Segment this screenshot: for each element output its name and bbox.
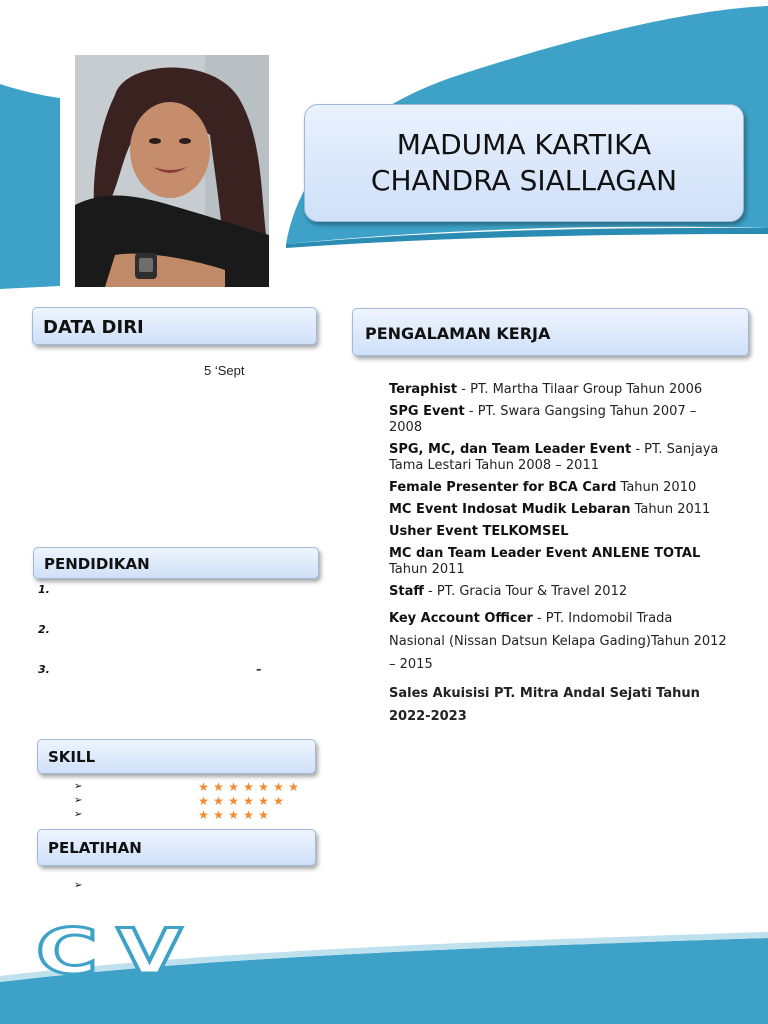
experience-bold: Staff <box>389 584 424 599</box>
pendidikan-list <box>38 583 298 703</box>
experience-list <box>389 382 729 728</box>
skill-stars <box>197 780 300 794</box>
experience-bold: MC dan Team Leader Event ANLENE TOTAL <box>389 546 701 561</box>
photo-eye-right <box>179 138 191 144</box>
experience-item <box>389 480 729 496</box>
experience-bold: Usher Event TELKOMSEL <box>389 524 569 539</box>
experience-item <box>389 524 729 540</box>
data-diri-header <box>32 307 317 345</box>
star-icon: ★ <box>198 794 209 808</box>
star-icon: ★ <box>198 780 209 794</box>
star-icon: ★ <box>258 794 269 808</box>
experience-item <box>389 546 729 578</box>
pelatihan-bullet-icon: ➢ <box>74 880 83 891</box>
experience-bold: Key Account Officer <box>389 611 533 626</box>
experience-bold: SPG, MC, dan Team Leader Event <box>389 442 632 457</box>
skill-title: SKILL <box>48 748 96 766</box>
star-icon: ★ <box>228 808 239 822</box>
pendidikan-item-number: 3. <box>38 663 50 676</box>
name-text: MADUMA KARTIKA CHANDRA SIALLAGAN <box>370 128 678 197</box>
cv-logo <box>36 923 206 978</box>
name-box <box>304 104 744 222</box>
star-icon: ★ <box>258 780 269 794</box>
experience-item <box>389 442 729 474</box>
pelatihan-list <box>74 873 82 892</box>
skill-row <box>74 795 314 809</box>
experience-rest: Tahun 2011 <box>630 502 711 517</box>
experience-bold: SPG Event <box>389 404 465 419</box>
pengalaman-header <box>352 308 749 356</box>
experience-item <box>389 502 729 518</box>
star-icon: ★ <box>228 794 239 808</box>
experience-bold: Teraphist <box>389 382 458 397</box>
data-diri-title: DATA DIRI <box>43 317 144 338</box>
pendidikan-dash: – <box>256 663 262 676</box>
skill-row <box>74 809 314 823</box>
star-icon: ★ <box>228 780 239 794</box>
experience-rest: - PT. Martha Tilaar Group Tahun 2006 <box>457 382 703 397</box>
photo-face <box>130 102 210 198</box>
pendidikan-item <box>38 663 298 703</box>
experience-rest: - PT. Indomobil Trada Nasional (Nissan Datsun Kelapa Gading)Tahun 2012 – 2015 <box>389 611 727 672</box>
experience-rest: Tahun 2010 <box>616 480 697 495</box>
experience-rest: Tahun 2011 <box>389 562 465 577</box>
skill-stars <box>197 808 270 822</box>
star-icon: ★ <box>273 794 284 808</box>
profile-photo <box>75 55 269 287</box>
star-icon: ★ <box>258 808 269 822</box>
experience-bold: MC Event Indosat Mudik Lebaran <box>389 502 631 517</box>
star-icon: ★ <box>213 794 224 808</box>
experience-rest: - PT. Sanjaya Tama Lestari Tahun 2008 – 2011 <box>389 442 719 473</box>
pelatihan-row <box>74 873 82 892</box>
skill-bullet-icon: ➢ <box>74 795 83 806</box>
experience-line: Sales Akuisisi PT. Mitra Andal Sejati Tahun <box>389 686 700 701</box>
pendidikan-header <box>33 547 319 579</box>
pendidikan-title: PENDIDIKAN <box>44 555 150 573</box>
experience-line: 2022-2023 <box>389 709 467 724</box>
experience-item <box>389 607 729 676</box>
skill-header <box>37 739 316 774</box>
pendidikan-item-number: 2. <box>38 623 50 636</box>
star-icon: ★ <box>213 780 224 794</box>
pelatihan-header <box>37 829 316 866</box>
star-icon: ★ <box>213 808 224 822</box>
pelatihan-title: PELATIHAN <box>48 839 142 857</box>
cv-logo-text: CV <box>36 923 201 978</box>
experience-item <box>389 584 729 600</box>
pendidikan-item <box>38 583 298 623</box>
experience-item <box>389 382 729 398</box>
experience-rest: - PT. Swara Gangsing Tahun 2007 – 2008 <box>389 404 697 435</box>
skill-row <box>74 781 314 795</box>
birth-date-fragment: 5 ‘Sept <box>204 363 245 378</box>
star-icon: ★ <box>243 808 254 822</box>
skill-list <box>74 781 314 823</box>
star-icon: ★ <box>273 780 284 794</box>
pengalaman-title: PENGALAMAN KERJA <box>365 324 551 343</box>
skill-bullet-icon: ➢ <box>74 809 83 820</box>
experience-item <box>389 404 729 436</box>
skill-bullet-icon: ➢ <box>74 781 83 792</box>
experience-rest: - PT. Gracia Tour & Travel 2012 <box>423 584 628 599</box>
photo-eye-left <box>149 138 161 144</box>
experience-item <box>389 682 729 728</box>
star-icon: ★ <box>243 780 254 794</box>
pendidikan-item-number: 1. <box>38 583 50 596</box>
pendidikan-item <box>38 623 298 663</box>
experience-bold: Female Presenter for BCA Card <box>389 480 617 495</box>
star-icon: ★ <box>243 794 254 808</box>
skill-stars <box>197 794 285 808</box>
star-icon: ★ <box>198 808 209 822</box>
star-icon: ★ <box>288 780 299 794</box>
